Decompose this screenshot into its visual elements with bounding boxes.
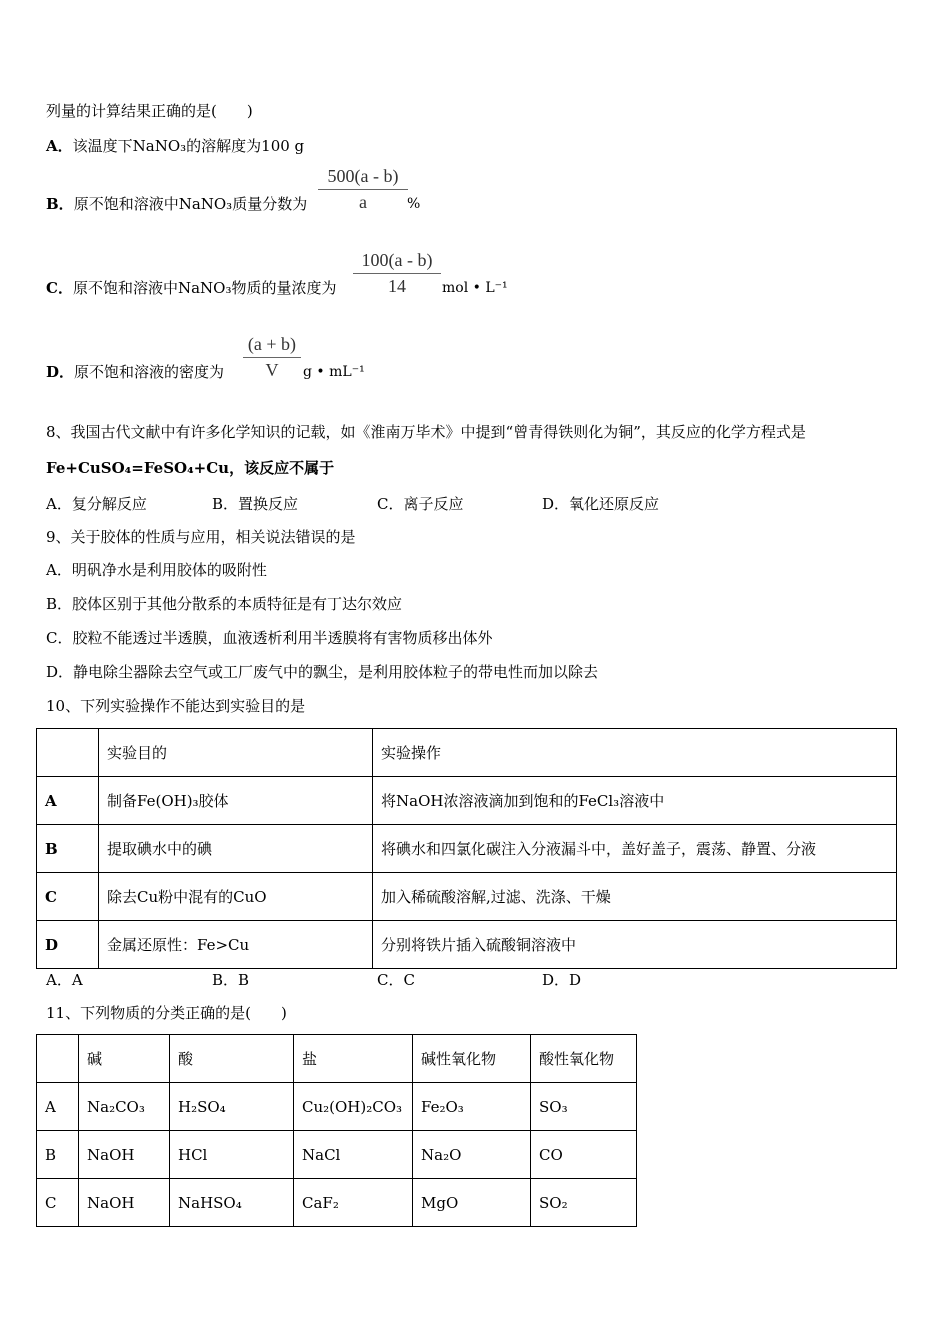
q10-option-d: D．D	[542, 971, 582, 989]
q10-option-c: C．C	[377, 971, 415, 989]
q11-stem: 11、下列物质的分类正确的是( )	[46, 1004, 287, 1022]
table-header-row	[37, 1035, 637, 1083]
numerator: 100(a - b)	[353, 250, 441, 274]
q8-stem-line1: 8、我国古代文献中有许多化学知识的记载，如《淮南万毕术》中提到“曾青得铁则化为铜”，其反应的化学方程式是	[46, 423, 806, 441]
q7-option-a	[46, 136, 304, 156]
cell: SO₂	[531, 1179, 637, 1227]
table-row	[37, 921, 897, 969]
cell: Cu₂(OH)₂CO₃	[294, 1083, 413, 1131]
cell: 加入稀硫酸溶解,过滤、洗涤、干燥	[373, 873, 897, 921]
row-label: B	[37, 825, 99, 873]
q7-option-d	[46, 362, 224, 382]
cell: Na₂O	[413, 1131, 531, 1179]
header-cell: 盐	[294, 1035, 413, 1083]
unit-d: g • mL⁻¹	[303, 364, 365, 380]
fraction-c	[353, 250, 441, 297]
cell: H₂SO₄	[170, 1083, 294, 1131]
header-cell: 碱性氧化物	[413, 1035, 531, 1083]
cell: CO	[531, 1131, 637, 1179]
cell: NaCl	[294, 1131, 413, 1179]
q8-option-b: B．置换反应	[212, 495, 299, 513]
q10-table	[36, 728, 897, 969]
q9-option-a: A．明矾净水是利用胶体的吸附性	[46, 561, 267, 579]
table-row	[37, 1083, 637, 1131]
row-label: A	[37, 777, 99, 825]
denominator: V	[265, 360, 279, 380]
q9-option-c: C．胶粒不能透过半透膜，血液透析利用半透膜将有害物质移出体外	[46, 629, 493, 647]
option-text: 原不饱和溶液中NaNO₃物质的量浓度为	[72, 279, 337, 297]
q10-stem: 10、下列实验操作不能达到实验目的是	[46, 697, 306, 715]
numerator: 500(a - b)	[318, 166, 408, 190]
cell: 将NaOH浓溶液滴加到饱和的FeCl₃溶液中	[373, 777, 897, 825]
fraction-b	[318, 166, 408, 213]
denominator: 14	[388, 276, 406, 296]
unit-c: mol • L⁻¹	[442, 280, 508, 296]
table-row	[37, 873, 897, 921]
option-text: 该温度下NaNO₃的溶解度为100 g	[72, 137, 305, 155]
cell: Fe₂O₃	[413, 1083, 531, 1131]
q7-stem: 列量的计算结果正确的是( )	[46, 102, 253, 120]
cell: MgO	[413, 1179, 531, 1227]
cell: 制备Fe(OH)₃胶体	[99, 777, 373, 825]
cell: 金属还原性：Fe>Cu	[99, 921, 373, 969]
option-letter: C．	[46, 279, 73, 297]
unit-b: %	[407, 196, 421, 212]
q7-option-c	[46, 278, 336, 298]
cell: 将碘水和四氯化碳注入分液漏斗中，盖好盖子，震荡、静置、分液	[373, 825, 897, 873]
option-text: 原不饱和溶液的密度为	[74, 363, 225, 381]
row-label: D	[37, 921, 99, 969]
row-label: B	[37, 1131, 79, 1179]
q7-option-b	[46, 194, 307, 214]
table-header-row	[37, 729, 897, 777]
header-cell: 实验操作	[373, 729, 897, 777]
option-text: 原不饱和溶液中NaNO₃质量分数为	[73, 195, 308, 213]
option-letter: A．	[46, 137, 73, 155]
cell: 除去Cu粉中混有的CuO	[99, 873, 373, 921]
cell: NaOH	[79, 1131, 170, 1179]
row-label: A	[37, 1083, 79, 1131]
table-row	[37, 1179, 637, 1227]
q9-option-b: B．胶体区别于其他分散系的本质特征是有丁达尔效应	[46, 595, 403, 613]
table-row	[37, 1131, 637, 1179]
row-label: C	[37, 873, 99, 921]
header-cell	[37, 1035, 79, 1083]
q9-option-d: D．静电除尘器除去空气或工厂废气中的飘尘，是利用胶体粒子的带电性而加以除去	[46, 663, 599, 681]
cell: NaOH	[79, 1179, 170, 1227]
q11-table	[36, 1034, 637, 1227]
q8-stem-line2: Fe+CuSO₄=FeSO₄+Cu，该反应不属于	[46, 459, 335, 477]
q9-stem: 9、关于胶体的性质与应用，相关说法错误的是	[46, 528, 356, 546]
cell: NaHSO₄	[170, 1179, 294, 1227]
q10-option-b: B．B	[212, 971, 250, 989]
table-row	[37, 777, 897, 825]
header-cell: 实验目的	[99, 729, 373, 777]
q8-option-c: C．离子反应	[377, 495, 464, 513]
header-cell: 酸性氧化物	[531, 1035, 637, 1083]
cell: SO₃	[531, 1083, 637, 1131]
header-cell: 酸	[170, 1035, 294, 1083]
numerator: (a + b)	[243, 334, 301, 358]
cell: 提取碘水中的碘	[99, 825, 373, 873]
cell: HCl	[170, 1131, 294, 1179]
option-letter: D．	[46, 363, 75, 381]
option-letter: B．	[46, 195, 74, 213]
cell: 分别将铁片插入硫酸铜溶液中	[373, 921, 897, 969]
fraction-d	[243, 334, 301, 381]
q10-option-a: A．A	[46, 971, 83, 989]
q8-option-a: A．复分解反应	[46, 495, 147, 513]
q8-option-d: D．氧化还原反应	[542, 495, 660, 513]
denominator: a	[359, 192, 367, 212]
table-row	[37, 825, 897, 873]
header-cell	[37, 729, 99, 777]
cell: CaF₂	[294, 1179, 413, 1227]
row-label: C	[37, 1179, 79, 1227]
cell: Na₂CO₃	[79, 1083, 170, 1131]
header-cell: 碱	[79, 1035, 170, 1083]
